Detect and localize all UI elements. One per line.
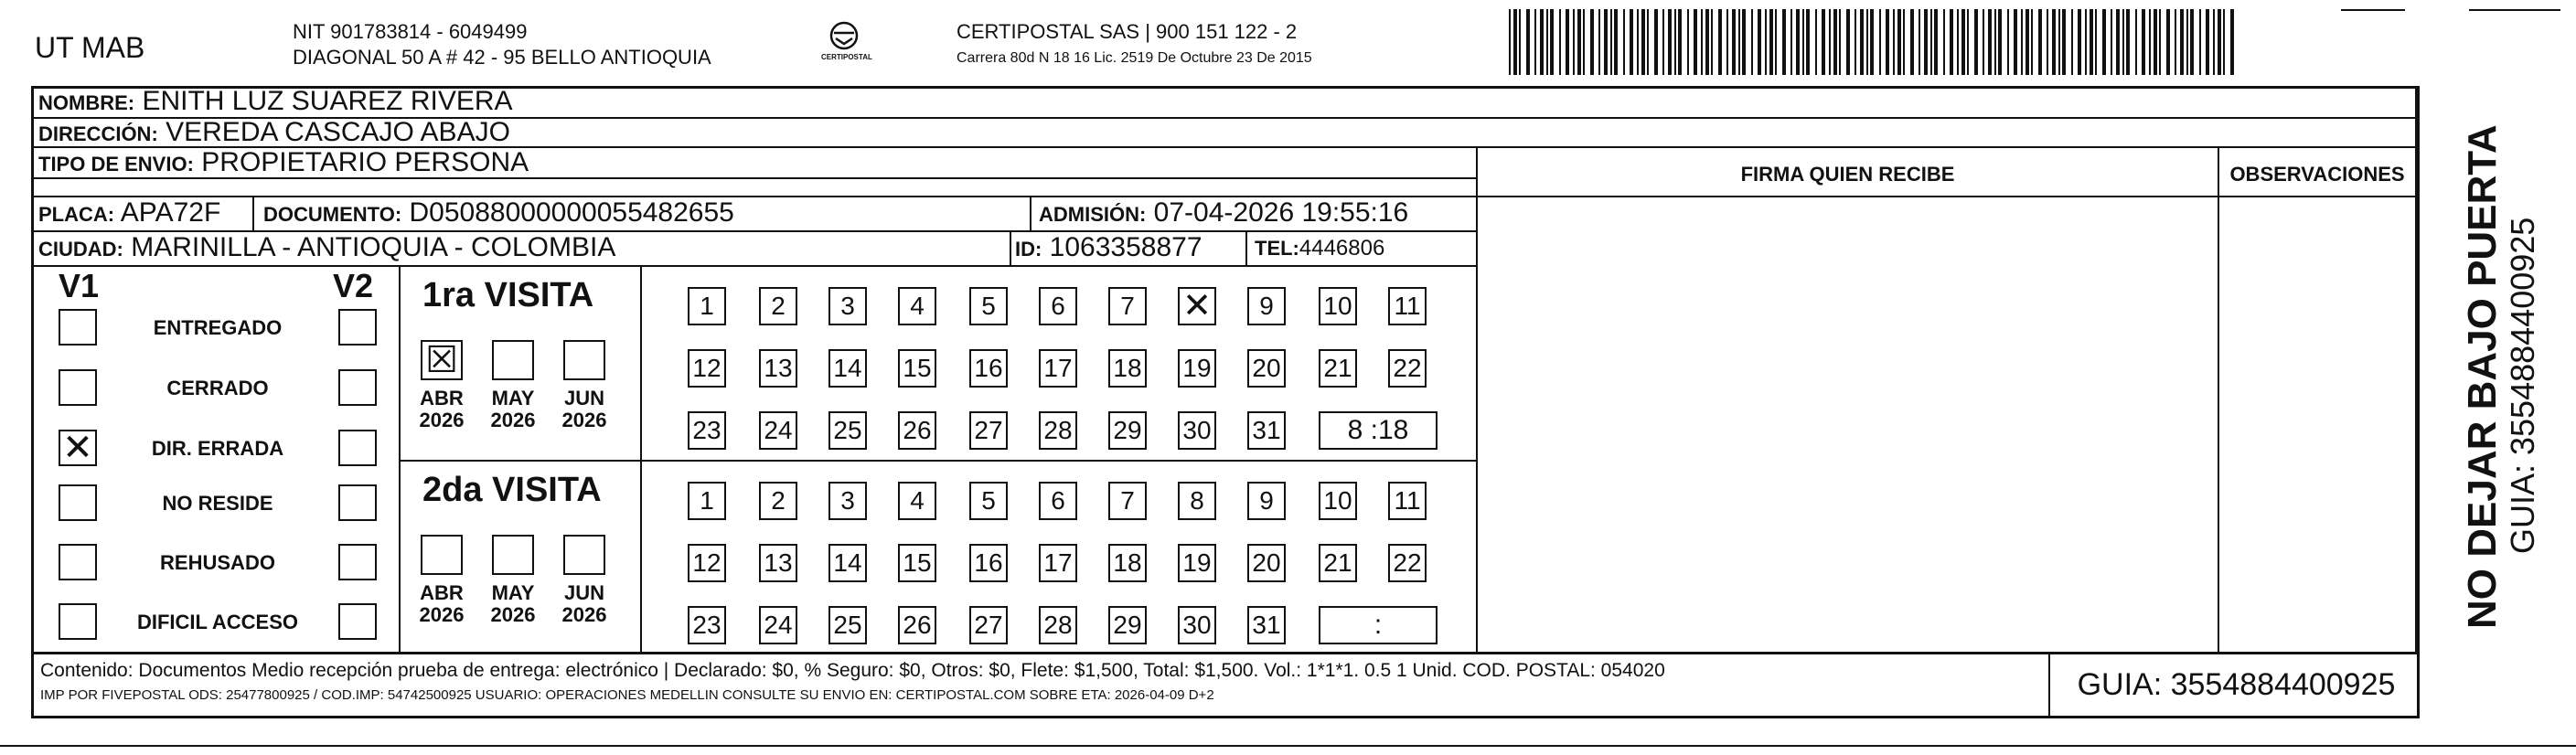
barcode-bar (1583, 9, 1585, 75)
visit-title: 1ra VISITA (422, 276, 594, 314)
direccion-label: DIRECCIÓN: (38, 122, 158, 145)
barcode-bar (2199, 9, 2201, 75)
barcode-bar (2213, 9, 2215, 75)
barcode-bar (1870, 9, 1874, 75)
footer-contenido: Contenido: Documentos Medio recepción prueba de entrega: electrónico | Declarado: $0, % Seguro: $0, Otros: $0, Flete: $1,500, Total: $1,500. Vol.: 1*1*1. 0.5 1 Unid. COD. POSTAL: 054020 (40, 660, 1665, 681)
barcode-bar (2116, 9, 2120, 75)
barcode-bar (2142, 9, 2145, 75)
barcode-bar (1769, 9, 1773, 75)
barcode-bar (1961, 9, 1965, 75)
day-box[interactable]: 16 (969, 349, 1008, 388)
barcode-bar (1509, 9, 1511, 75)
barcode-bar (2180, 9, 2184, 75)
company-address: DIAGONAL 50 A # 42 - 95 BELLO ANTIOQUIA (293, 46, 711, 69)
month-year: 2026 (419, 603, 465, 626)
barcode-bar (1598, 9, 1600, 75)
day-box[interactable]: 13 (759, 349, 797, 388)
admision-value: 07-04-2026 19:55:16 (1153, 197, 1409, 228)
id-row (1015, 232, 1202, 263)
day-box[interactable]: 3 (828, 482, 867, 520)
barcode-bar (1687, 9, 1689, 75)
barcode-bar (2058, 9, 2060, 75)
barcode-bar (2052, 9, 2056, 75)
day-box[interactable]: 17 (1039, 349, 1077, 388)
barcode-bar (1614, 9, 1618, 75)
time-box[interactable]: : (1319, 606, 1438, 644)
barcode-bar (2223, 9, 2225, 75)
barcode-bar (1610, 9, 1612, 75)
barcode-bar (1590, 9, 1594, 75)
day-box[interactable]: 30 (1178, 411, 1216, 450)
status-v2-checkbox[interactable] (338, 544, 377, 580)
footer-imp: IMP POR FIVEPOSTAL ODS: 25477800925 / COD.IMP: 54742500925 USUARIO: OPERACIONES MEDELLIN CONSULTE SU ENVIO EN: CERTIPOSTAL.COM SOBRE ETA: 2026-04-09 D+2 (40, 687, 1214, 703)
barcode-bar (2021, 9, 2023, 75)
barcode-bar (2126, 9, 2130, 75)
day-box[interactable]: 4 (898, 287, 936, 325)
day-box[interactable]: 14 (828, 544, 867, 582)
barcode-bar (1782, 9, 1786, 75)
barcode-bar (1855, 9, 1856, 75)
day-box[interactable]: 17 (1039, 544, 1077, 582)
day-box[interactable]: 15 (898, 349, 936, 388)
day-box[interactable]: 12 (688, 544, 726, 582)
month-name: ABR (420, 581, 464, 604)
barcode-bar (1701, 9, 1703, 75)
side-warning: NO DEJAR BAJO PUERTA (2460, 124, 2505, 629)
month-label (413, 582, 470, 626)
barcode-bar (2166, 9, 2170, 75)
divider (252, 196, 254, 232)
barcode-bar (1897, 9, 1901, 75)
barcode-bar (1833, 9, 1837, 75)
tipo-envio-label: TIPO DE ENVIO: (38, 153, 194, 175)
day-box[interactable]: 19 (1178, 544, 1216, 582)
day-box[interactable]: 10 (1319, 287, 1357, 325)
ciudad-row (38, 232, 615, 263)
barcode-bar (1573, 9, 1575, 75)
tipo-envio-row (38, 147, 529, 178)
divider (1030, 196, 1031, 232)
footer-guia: GUIA: 3554884400925 (2077, 667, 2396, 702)
nombre-row (38, 86, 513, 117)
barcode-bar (1534, 9, 1536, 75)
barcode-bar (1994, 9, 1996, 75)
day-box[interactable]: 10 (1319, 482, 1357, 520)
barcode-bar (2090, 9, 2093, 75)
day-box[interactable]: 14 (828, 349, 867, 388)
barcode-bar (1637, 9, 1639, 75)
day-box[interactable]: 27 (969, 606, 1008, 644)
ciudad-label: CIUDAD: (38, 238, 123, 261)
barcode-bar (1950, 9, 1953, 75)
barcode-bar (1775, 9, 1777, 75)
documento-value: D05088000000055482655 (409, 197, 734, 228)
day-box[interactable]: 26 (898, 606, 936, 644)
barcode-bar (1674, 9, 1676, 75)
day-box[interactable]: 22 (1388, 349, 1427, 388)
month-checkbox[interactable] (492, 535, 534, 575)
month-label (556, 388, 613, 431)
documento-label: DOCUMENTO: (263, 203, 402, 226)
barcode-bar (1513, 9, 1517, 75)
barcode-bar (2230, 9, 2234, 75)
day-box[interactable]: 4 (898, 482, 936, 520)
barcode-bar (2062, 9, 2066, 75)
divider (399, 265, 401, 654)
day-box[interactable]: 24 (759, 606, 797, 644)
direccion-row (38, 117, 510, 148)
status-v2-checkbox[interactable] (338, 430, 377, 466)
divider (640, 265, 642, 654)
barcode-bar (2206, 9, 2209, 75)
barcode-bar (1903, 9, 1905, 75)
tel-row (1255, 236, 1384, 261)
barcode-bar (1988, 9, 1992, 75)
status-v2-checkbox[interactable] (338, 484, 377, 521)
visit-title: 2da VISITA (422, 471, 602, 509)
placa-row (38, 197, 220, 229)
day-box[interactable]: 5 (969, 482, 1008, 520)
status-label: CERRADO (166, 377, 269, 399)
barcode-bar (1751, 9, 1753, 75)
status-v2-checkbox[interactable] (338, 369, 377, 406)
day-box[interactable]: 28 (1039, 411, 1077, 450)
barcode-bar (1668, 9, 1672, 75)
day-box[interactable]: 31 (1247, 606, 1286, 644)
day-box[interactable]: 21 (1319, 349, 1357, 388)
id-label: ID: (1015, 238, 1042, 261)
day-box[interactable]: 9 (1247, 482, 1286, 520)
status-v1-checkbox[interactable] (59, 369, 97, 406)
status-label: DIR. ERRADA (151, 437, 284, 460)
barcode-bar (1829, 9, 1831, 75)
barcode-bar (1790, 9, 1792, 75)
day-box[interactable]: 1 (688, 287, 726, 325)
day-box[interactable]: 18 (1108, 349, 1147, 388)
barcode-bar (2186, 9, 2188, 75)
carrier-license: Carrera 80d N 18 16 Lic. 2519 De Octubre 23 De 2015 (957, 50, 1312, 66)
placa-value: APA72F (120, 197, 221, 228)
placa-label: PLACA: (38, 203, 115, 226)
barcode-bar (1604, 9, 1608, 75)
side-guia: GUIA: 3554884400925 (2504, 217, 2541, 554)
status-v2-checkbox[interactable] (338, 603, 377, 640)
month-year: 2026 (490, 409, 536, 431)
barcode-bar (1846, 9, 1850, 75)
barcode-bar (2026, 9, 2029, 75)
day-box[interactable]: 12 (688, 349, 726, 388)
barcode-bar (1802, 9, 1804, 75)
month-checkbox[interactable] (421, 535, 463, 575)
barcode-bar (2078, 9, 2081, 75)
barcode-bar (1647, 9, 1649, 75)
month-year: 2026 (419, 409, 465, 431)
status-v1-checkbox[interactable] (59, 544, 97, 580)
day-box[interactable]: ✕ (1178, 287, 1216, 325)
firma-header: FIRMA QUIEN RECIBE (1740, 163, 1955, 186)
month-checkbox[interactable] (563, 535, 605, 575)
tel-value: 4446806 (1299, 236, 1385, 261)
day-box[interactable]: 24 (759, 411, 797, 450)
barcode-bar (2149, 9, 2151, 75)
barcode-bar (1641, 9, 1645, 75)
barcode-bar (2122, 9, 2124, 75)
day-box[interactable]: 1 (688, 482, 726, 520)
barcode-bar (1866, 9, 1868, 75)
day-box[interactable]: 20 (1247, 544, 1286, 582)
month-year: 2026 (490, 603, 536, 626)
barcode-bar (2007, 9, 2009, 75)
corner-mark (2341, 9, 2405, 11)
barcode-bar (1546, 9, 1548, 75)
barcode-bar (1796, 9, 1800, 75)
barcode-bar (1886, 9, 1889, 75)
barcode-bar (1957, 9, 1959, 75)
barcode-bar (1623, 9, 1625, 75)
day-box[interactable]: 29 (1108, 411, 1147, 450)
status-v1-checkbox[interactable] (59, 603, 97, 640)
logo-caption: CERTIPOSTAL (821, 53, 872, 61)
barcode-bar (2014, 9, 2017, 75)
barcode-bar (1879, 9, 1881, 75)
barcode-bar (1924, 9, 1928, 75)
month-label (413, 388, 470, 431)
status-label: REHUSADO (160, 551, 275, 574)
day-box[interactable]: 23 (688, 606, 726, 644)
day-box[interactable]: 27 (969, 411, 1008, 450)
month-year: 2026 (561, 603, 607, 626)
barcode-bar (1967, 9, 1969, 75)
day-box[interactable]: 2 (759, 482, 797, 520)
day-box[interactable]: 5 (969, 287, 1008, 325)
admision-label: ADMISIÓN: (1039, 203, 1147, 226)
day-box[interactable]: 11 (1388, 482, 1427, 520)
nit: NIT 901783814 - 6049499 (293, 20, 528, 43)
barcode-bar (1930, 9, 1932, 75)
time-box[interactable]: 8 :18 (1319, 411, 1438, 450)
barcode-bar (1943, 9, 1945, 75)
barcode-bar (2218, 9, 2221, 75)
barcode-bar (1934, 9, 1938, 75)
barcode-bar (2135, 9, 2137, 75)
company-name: UT MAB (35, 31, 145, 64)
barcode-bar (1742, 9, 1746, 75)
barcode-bar (2095, 9, 2097, 75)
barcode-bar (1540, 9, 1544, 75)
day-box[interactable]: 28 (1039, 606, 1077, 644)
month-label (556, 582, 613, 626)
barcode-bar (1738, 9, 1740, 75)
barcode-bar (2047, 9, 2048, 75)
barcode-bar (2031, 9, 2033, 75)
day-box[interactable]: 6 (1039, 482, 1077, 520)
day-box[interactable]: 6 (1039, 287, 1077, 325)
barcode-bar (2071, 9, 2073, 75)
barcode-bar (1839, 9, 1841, 75)
barcode-bar (1758, 9, 1761, 75)
status-v1-checkbox[interactable] (59, 309, 97, 346)
status-label: ENTREGADO (153, 316, 283, 339)
barcode-bar (1694, 9, 1697, 75)
divider (31, 652, 2420, 654)
v2-label: V2 (333, 267, 374, 304)
month-name: MAY (491, 581, 535, 604)
ciudad-value: MARINILLA - ANTIOQUIA - COLOMBIA (131, 232, 616, 262)
month-name: JUN (563, 581, 604, 604)
barcode-bar (2085, 9, 2087, 75)
barcode-bar (1910, 9, 1914, 75)
barcode-bar (1678, 9, 1682, 75)
day-box[interactable]: 23 (688, 411, 726, 450)
day-box[interactable]: 21 (1319, 544, 1357, 582)
v1-label: V1 (59, 267, 100, 304)
nombre-value: ENITH LUZ SUAREZ RIVERA (142, 86, 513, 116)
day-box[interactable]: 3 (828, 287, 867, 325)
day-box[interactable]: 26 (898, 411, 936, 450)
barcode-bar (1711, 9, 1713, 75)
barcode-bar (1815, 9, 1817, 75)
month-checkbox[interactable] (563, 340, 605, 380)
status-v1-checkbox[interactable] (59, 484, 97, 521)
day-box[interactable]: 9 (1247, 287, 1286, 325)
month-label (485, 388, 541, 431)
status-v1-checkbox[interactable]: ✕ (59, 430, 97, 466)
nombre-label: NOMBRE: (38, 91, 135, 114)
barcode-bar (1654, 9, 1658, 75)
corner-mark (2469, 9, 2560, 11)
barcode-bar (1765, 9, 1767, 75)
barcode-bar (2190, 9, 2194, 75)
day-box[interactable]: 30 (1178, 606, 1216, 644)
day-box[interactable]: 2 (759, 287, 797, 325)
id-value: 1063358877 (1049, 232, 1202, 262)
barcode-bar (1860, 9, 1864, 75)
barcode-bar (1559, 9, 1561, 75)
barcode-bar (1577, 9, 1581, 75)
barcode-bar (1806, 9, 1810, 75)
barcode-bar (1822, 9, 1825, 75)
day-box[interactable]: 31 (1247, 411, 1286, 450)
barcode-bar (1630, 9, 1633, 75)
barcode-bar (2175, 9, 2176, 75)
barcode (1509, 9, 2240, 75)
day-box[interactable]: 29 (1108, 606, 1147, 644)
direccion-value: VEREDA CASCAJO ABAJO (166, 117, 510, 147)
barcode-bar (2111, 9, 2112, 75)
day-box[interactable]: 19 (1178, 349, 1216, 388)
month-name: ABR (420, 387, 464, 409)
barcode-bar (1519, 9, 1521, 75)
barcode-bar (2154, 9, 2157, 75)
status-label: DIFICIL ACCESO (136, 611, 298, 633)
divider (1010, 230, 1011, 267)
barcode-bar (1998, 9, 2002, 75)
barcode-bar (1718, 9, 1722, 75)
barcode-bar (1566, 9, 1569, 75)
barcode-bar (1919, 9, 1920, 75)
barcode-bar (1983, 9, 1984, 75)
divider (399, 460, 1476, 462)
divider (1476, 146, 1478, 654)
status-label: NO RESIDE (162, 492, 273, 515)
barcode-bar (1662, 9, 1664, 75)
barcode-bar (1974, 9, 1978, 75)
month-checkbox[interactable] (492, 340, 534, 380)
day-box[interactable]: 16 (969, 544, 1008, 582)
divider (31, 265, 1476, 267)
cut-line (0, 745, 2576, 747)
barcode-bar (2038, 9, 2042, 75)
day-box[interactable]: 7 (1108, 482, 1147, 520)
divider (2218, 146, 2219, 654)
barcode-bar (1705, 9, 1709, 75)
month-name: MAY (491, 387, 535, 409)
admision-row (1039, 197, 1408, 229)
divider (2048, 652, 2050, 718)
day-box[interactable]: 11 (1388, 287, 1427, 325)
barcode-bar (1526, 9, 1530, 75)
month-year: 2026 (561, 409, 607, 431)
day-box[interactable]: 15 (898, 544, 936, 582)
day-box[interactable]: 25 (828, 411, 867, 450)
barcode-bar (1726, 9, 1728, 75)
day-box[interactable]: 8 (1178, 482, 1216, 520)
barcode-bar (2102, 9, 2106, 75)
day-box[interactable]: 25 (828, 606, 867, 644)
barcode-bar (1732, 9, 1736, 75)
month-checkbox[interactable]: ☒ (421, 340, 463, 380)
day-box[interactable]: 18 (1108, 544, 1147, 582)
tipo-envio-value: PROPIETARIO PERSONA (201, 147, 529, 177)
day-box[interactable]: 7 (1108, 287, 1147, 325)
month-name: JUN (563, 387, 604, 409)
barcode-bar (1550, 9, 1554, 75)
status-v2-checkbox[interactable] (338, 309, 377, 346)
month-label (485, 582, 541, 626)
documento-row (263, 197, 734, 229)
carrier-name: CERTIPOSTAL SAS | 900 151 122 - 2 (957, 20, 1298, 43)
day-box[interactable]: 22 (1388, 544, 1427, 582)
tel-label: TEL: (1255, 237, 1299, 260)
day-box[interactable]: 20 (1247, 349, 1286, 388)
day-box[interactable]: 13 (759, 544, 797, 582)
divider (2415, 86, 2417, 654)
observaciones-header: OBSERVACIONES (2229, 163, 2405, 186)
barcode-bar (1893, 9, 1895, 75)
divider (1245, 230, 1247, 267)
barcode-bar (2159, 9, 2161, 75)
